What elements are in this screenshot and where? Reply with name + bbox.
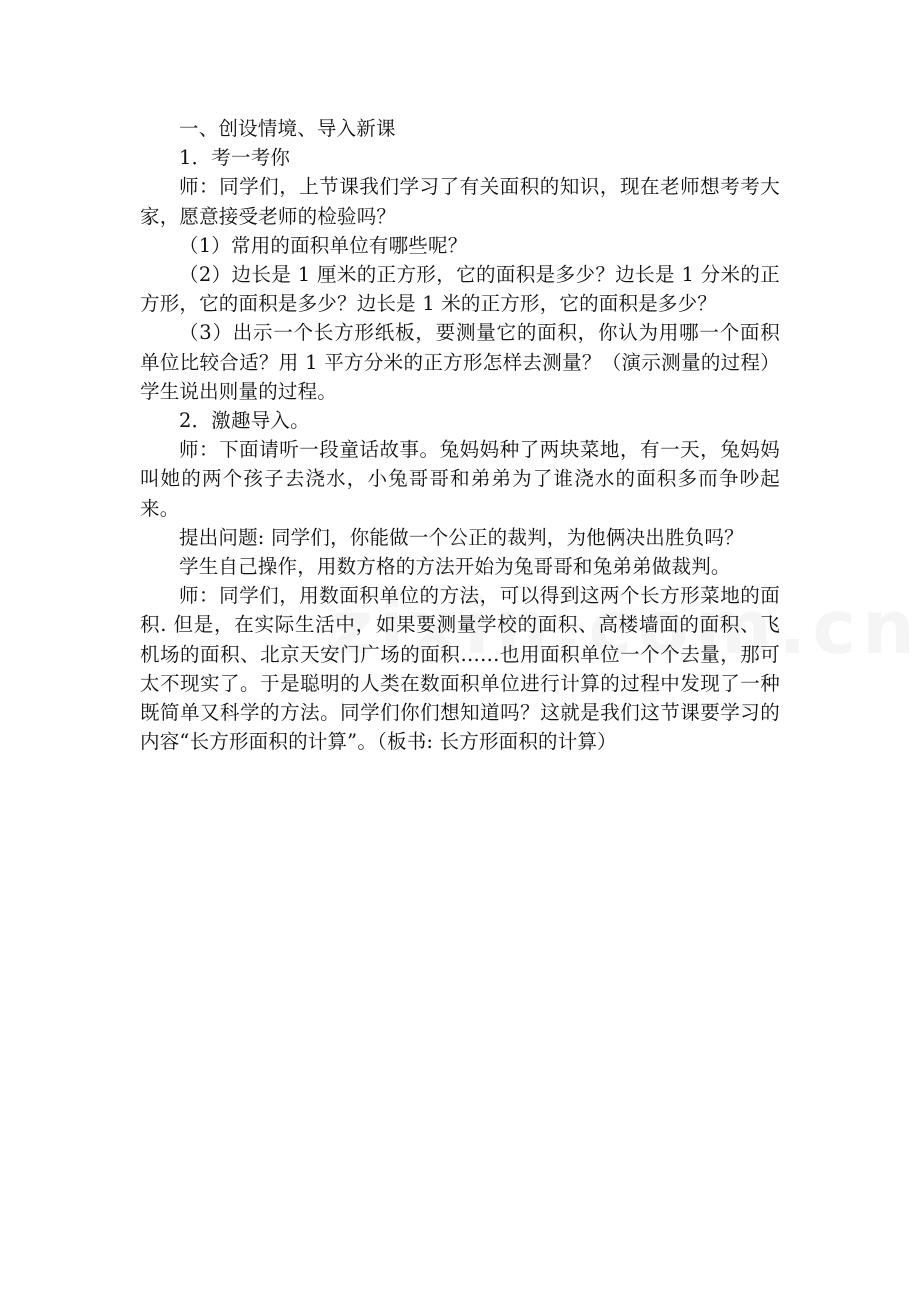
question-2: （2）边长是 1 厘米的正方形，它的面积是多少？边长是 1 分米的正方形，它的面积是多少？边长是 1 米的正方形，它的面积是多少？ bbox=[140, 263, 780, 316]
student-activity-paragraph: 学生自己操作，用数方格的方法开始为兔哥哥和兔弟弟做裁判。 bbox=[179, 555, 731, 579]
question-1: （1）常用的面积单位有哪些呢？ bbox=[179, 233, 468, 257]
teacher-intro-paragraph: 师：同学们，上节课我们学习了有关面积的知识，现在老师想考考大家，愿意接受老师的检验吗？ bbox=[140, 175, 780, 228]
subsection-heading-2: 2．激趣导入。 bbox=[179, 409, 310, 433]
problem-paragraph: 提出问题: 同学们，你能做一个公正的裁判，为他俩决出胜负吗？ bbox=[179, 525, 744, 549]
document-body bbox=[140, 114, 780, 756]
question-3: （3）出示一个长方形纸板，要测量它的面积，你认为用哪一个面积单位比较合适？用 1 平方分米的正方形怎样去测量？（演示测量的过程）学生说出则量的过程。 bbox=[140, 321, 780, 403]
subsection-heading-1: 1．考一考你 bbox=[179, 146, 291, 170]
story-paragraph: 师：下面请听一段童话故事。兔妈妈种了两块菜地，有一天，兔妈妈叫她的两个孩子去浇水，小兔哥哥和弟弟为了谁浇水的面积多而争吵起来。 bbox=[140, 438, 780, 520]
teacher-summary-paragraph: 师：同学们，用数面积单位的方法，可以得到这两个长方形菜地的面积. 但是，在实际生活中，如果要测量学校的面积、高楼墙面的面积、飞机场的面积、北京天安门广场的面积……也用面积单位一个个去量，那可太不现实了。于是聪明的人类在数面积单位进行计算的过程中发现了一种既简单又科学的方法。同学们你们想知道吗？这就是我们这节课要学习的内容“长方形面积的计算”。（板书: 长方形面积的计算） bbox=[140, 584, 780, 754]
section-heading: 一、创设情境、导入新课 bbox=[179, 117, 396, 140]
